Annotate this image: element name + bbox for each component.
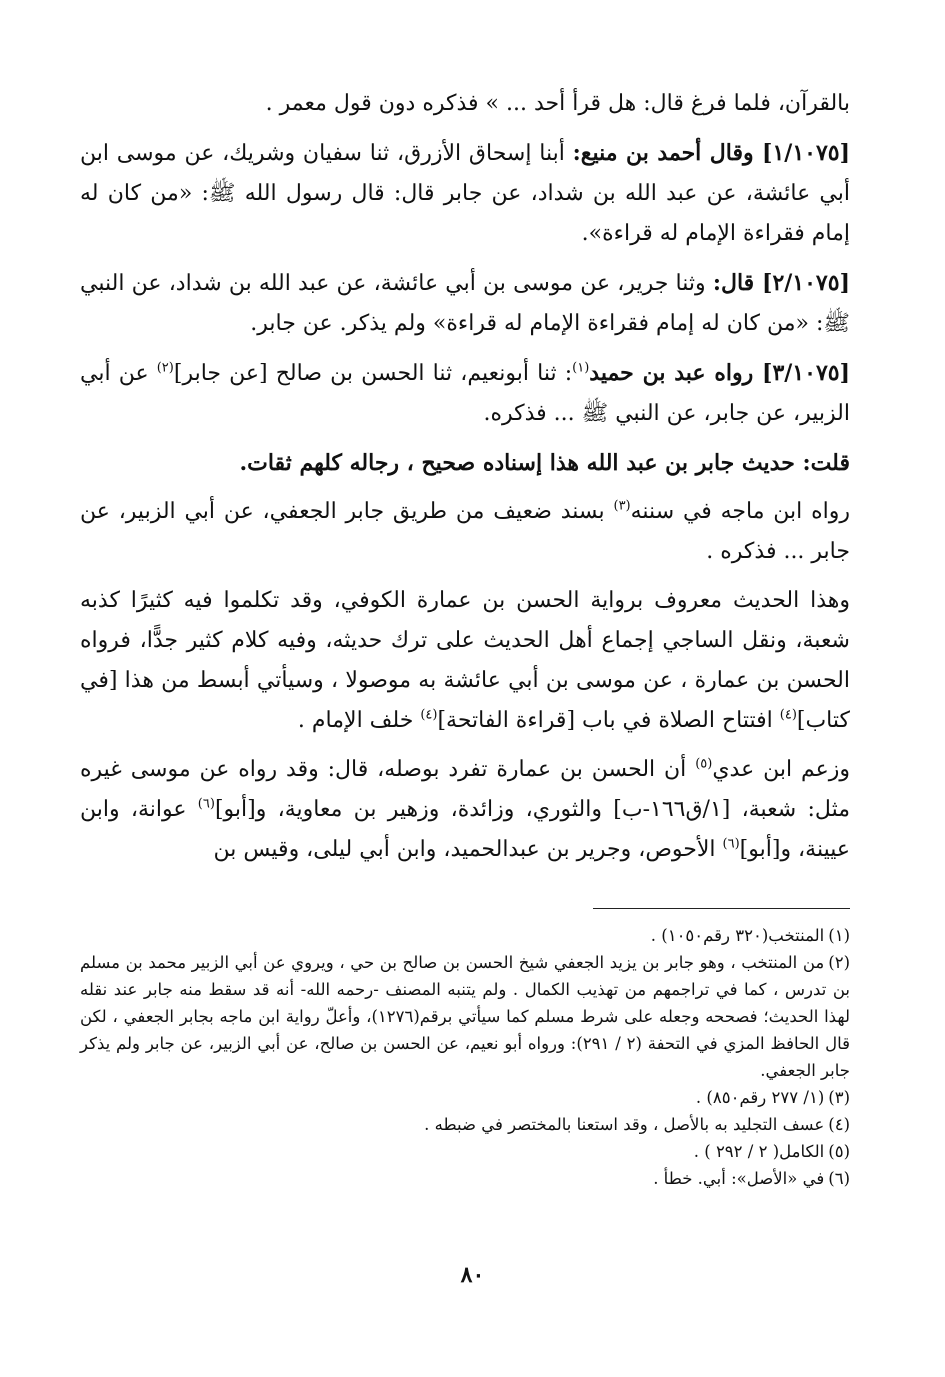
- hadith-number-label: [١/١٠٧٥] وقال أحمد بن منيع:: [572, 140, 851, 166]
- paragraph-text: وزعم ابن عدي: [712, 757, 850, 782]
- hadith-number-label: [٣/١٠٧٥] رواه عبد بن حميد: [589, 360, 850, 386]
- main-text: [80, 84, 850, 879]
- paragraph-text: خلف الإمام .: [297, 708, 421, 733]
- footnote-number: (٢): [828, 953, 850, 972]
- hadith-1075-3: [80, 353, 850, 434]
- paragraph-text: رواه ابن ماجه في سننه: [630, 499, 850, 524]
- page-number: ٨٠: [460, 1262, 485, 1288]
- footnotes: [80, 922, 850, 1192]
- footnote-6: [80, 1165, 850, 1192]
- hadith-1075-1: [80, 133, 850, 254]
- paragraph-text: بالقرآن، فلما فرغ قال: هل قرأ أحد ... » فذكره دون قول معمر .: [265, 91, 850, 116]
- footnote-text: في «الأصل»: أبي. خطأ .: [653, 1169, 825, 1188]
- footnote-text: (١/ ٢٧٧ رقم٨٥٠) .: [695, 1088, 825, 1107]
- footnote-ref: (٤): [779, 707, 797, 723]
- footnote-3: [80, 1084, 850, 1111]
- footnote-ref: (٢): [156, 360, 174, 376]
- paragraph-text: وهذا الحديث معروف برواية الحسن بن عمارة الكوفي، وقد تكلموا فيه كثيرًا كذبه شعبة، ونقل الساجي إجماع أهل الحديث على ترك حديثه، وفيه كلام كثير جدًّا، فرواه الحسن بن عمارة ، عن موسى بن أبي عائشة به موصولا ، وسيأتي أبسط من هذا [في كتاب]: [80, 588, 850, 733]
- footnote-number: (١): [828, 926, 850, 945]
- footnote-text: المنتخب(٣٢٠ رقم١٠٥٠) .: [650, 926, 825, 945]
- paragraph-text: عن أبي الزبير، عن جابر، عن النبي ﷺ ... فذكره.: [80, 361, 850, 426]
- footnote-divider: [593, 908, 850, 909]
- paragraph-text: : ثنا أبونعيم، ثنا الحسن بن صالح [عن جابر]: [173, 361, 573, 386]
- paragraph-text: أبنا إسحاق الأزرق، ثنا سفيان وشريك، عن موسى ابن أبي عائشة، عن عبد الله بن شداد، عن جابر قال: قال رسول الله ﷺ: «من كان له إمام فقراءة الإمام له قراءة».: [80, 141, 850, 246]
- paragraph-text: قلت: حديث جابر بن عبد الله هذا إسناده صحيح ، رجاله كلهم ثقات.: [239, 450, 850, 476]
- footnote-4: [80, 1111, 850, 1138]
- paragraph-text: وثنا جرير، عن موسى بن أبي عائشة، عن عبد الله بن شداد، عن النبي ﷺ: «من كان له إمام فقراءة الإمام له قراءة» ولم يذكر. عن جابر.: [80, 271, 850, 336]
- footnote-1: [80, 922, 850, 949]
- footnote-5: [80, 1138, 850, 1165]
- footnote-text: الكامل( ٢ / ٢٩٢ ) .: [693, 1142, 825, 1161]
- footnote-ref: (٤): [420, 707, 438, 723]
- paragraph-text: أن الحسن بن عمارة تفرد بوصله، قال: وقد رواه عن موسى غيره مثل: شعبة، [١/ق١٦٦-ب] والثوري، وزائدة، وزهير بن معاوية، و[أبو]: [80, 757, 850, 822]
- paragraph-text: الأحوص، وجرير بن عبدالحميد، وابن أبي ليلى، وقيس بن: [213, 837, 723, 862]
- footnote-ref: (٣): [613, 498, 631, 514]
- hadith-1075-2: [80, 263, 850, 344]
- footnote-text: عسف التجليد به بالأصل ، وقد استعنا بالمختصر في ضبطه .: [424, 1115, 825, 1134]
- ibn-adi-paragraph: [80, 750, 850, 870]
- hadith-number-label: [٢/١٠٧٥] قال:: [712, 270, 850, 296]
- verdict-paragraph: [80, 443, 850, 483]
- paragraph-text: افتتاح الصلاة في باب [قراءة الفاتحة]: [437, 708, 780, 733]
- paragraph-text: عوانة، وابن عيينة، و[أبو]: [80, 797, 850, 862]
- footnote-2: [80, 949, 850, 1084]
- footnote-number: (٤): [828, 1115, 850, 1134]
- ibn-majah-paragraph: [80, 492, 850, 572]
- paragraph-text: بسند ضعيف من طريق جابر الجعفي، عن أبي الزبير، عن جابر ... فذكره .: [80, 499, 850, 564]
- footnote-number: (٦): [828, 1169, 850, 1188]
- hasan-ibn-umara-paragraph: [80, 581, 850, 741]
- footnote-ref: (١): [572, 360, 590, 376]
- footnote-text: من المنتخب ، وهو جابر بن يزيد الجعفي شيخ الحسن بن صالح بن حي ، ويروي عن أبي الزبير محمد بن مسلم بن تدرس ، كما في تراجمهم من تهذيب الكمال . ولم يتنبه المصنف -رحمه الله- أنه قد سقط منه جابر عند نقله لهذا الحديث؛ فصححه وجعله على شرط مسلم كما سيأتي برقم(١٢٧٦)، وأعلّ رواية ابن ماجه بجابر الجعفي ، لكن قال الحافظ المزي في التحفة (٢ / ٢٩١): ورواه أبو نعيم، عن الحسن بن صالح، عن أبي الزبير، عن جابر ولم يذكر جابر الجعفي.: [80, 953, 850, 1080]
- footnote-ref: (٦): [197, 796, 215, 812]
- footnote-number: (٣): [828, 1088, 850, 1107]
- footnote-ref: (٦): [722, 836, 740, 852]
- paragraph-continuation: [80, 84, 850, 124]
- footnote-number: (٥): [828, 1142, 850, 1161]
- footnote-ref: (٥): [695, 756, 713, 772]
